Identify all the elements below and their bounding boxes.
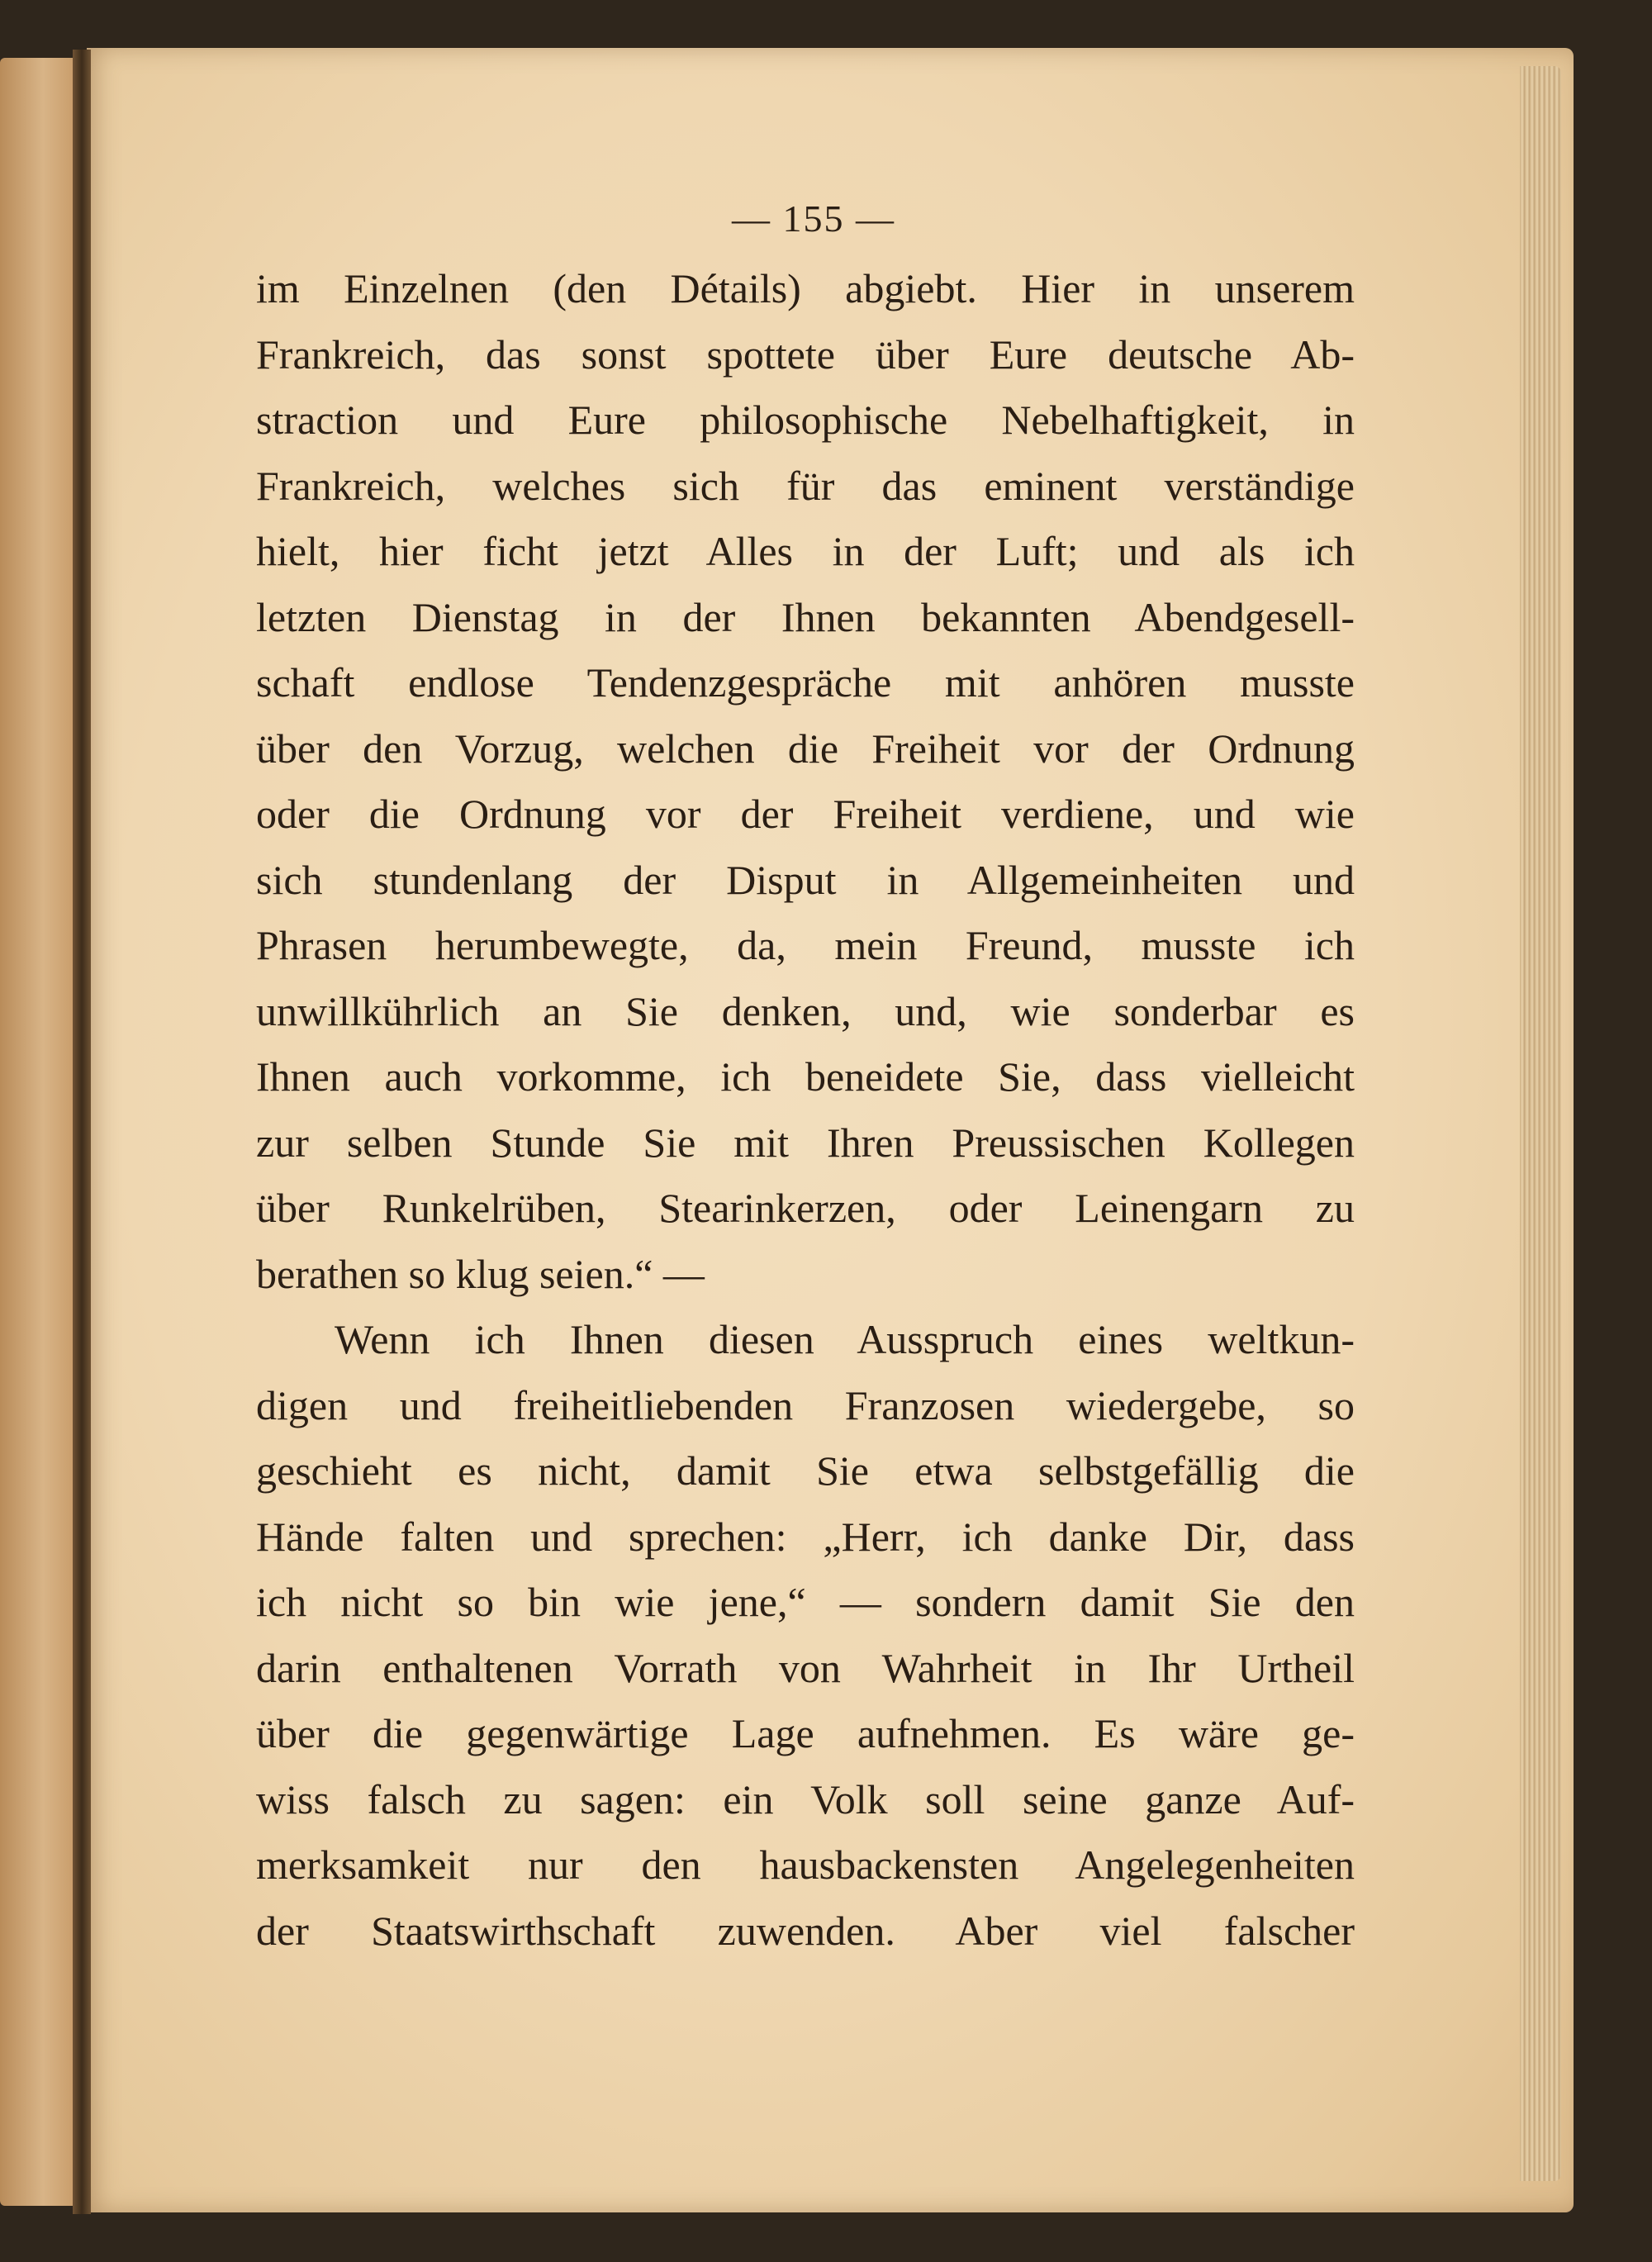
text-line: oder die Ordnung vor der Freiheit verdiene, und wie	[256, 791, 1355, 837]
text-line: schaft endlose Tendenzgespräche mit anhören musste	[256, 659, 1355, 706]
facing-page-edge	[0, 58, 78, 2206]
text-line: hielt, hier ficht jetzt Alles in der Luft; und als ich	[256, 528, 1355, 574]
text-line: wiss falsch zu sagen: ein Volk soll seine ganze Auf-	[256, 1775, 1355, 1822]
page-text-block	[256, 182, 1355, 1964]
text-line: über Runkelrüben, Stearinkerzen, oder Leinengarn zu	[256, 1185, 1355, 1231]
text-line: letzten Dienstag in der Ihnen bekannten Abendgesell-	[256, 593, 1355, 640]
paragraph-end-line: berathen so klug seien.“ —	[256, 1250, 705, 1297]
text-line: merksamkeit nur den hausbackensten Angelegenheiten	[256, 1841, 1355, 1888]
text-line: Ihnen auch vorkomme, ich beneidete Sie, dass vielleicht	[256, 1053, 1355, 1100]
page-number: — 155 —	[732, 197, 895, 240]
text-line: Hände falten und sprechen: „Herr, ich danke Dir, dass	[256, 1513, 1355, 1560]
text-line: sich stundenlang der Disput in Allgemeinheiten und	[256, 856, 1355, 903]
text-line: digen und freiheitliebenden Franzosen wiedergebe, so	[256, 1381, 1355, 1428]
paragraph-start-line: Wenn ich Ihnen diesen Ausspruch eines weltkun-	[335, 1316, 1355, 1362]
text-line: ich nicht so bin wie jene,“ — sondern damit Sie den	[256, 1579, 1355, 1625]
text-line: unwillkührlich an Sie denken, und, wie sonderbar es	[256, 987, 1355, 1034]
text-line: geschieht es nicht, damit Sie etwa selbstgefällig die	[256, 1447, 1355, 1494]
text-line: Phrasen herumbewegte, da, mein Freund, musste ich	[256, 922, 1355, 968]
text-line: der Staatswirthschaft zuwenden. Aber viel falscher	[256, 1907, 1355, 1954]
page-stack-edge	[1520, 66, 1561, 2181]
text-line: zur selben Stunde Sie mit Ihren Preussischen Kollegen	[256, 1119, 1355, 1166]
text-line: Frankreich, welches sich für das eminent verständige	[256, 462, 1355, 509]
text-line: Frankreich, das sonst spottete über Eure deutsche Ab-	[256, 330, 1355, 378]
text-line: über den Vorzug, welchen die Freiheit vor der Ordnung	[256, 725, 1355, 772]
text-line: über die gegenwärtige Lage aufnehmen. Es wäre ge-	[256, 1710, 1355, 1756]
text-line: darin enthaltenen Vorrath von Wahrheit in Ihr Urtheil	[256, 1644, 1355, 1691]
text-line: im Einzelnen (den Détails) abgiebt. Hier in unserem	[256, 265, 1355, 311]
text-line: straction und Eure philosophische Nebelhaftigkeit, in	[256, 397, 1355, 443]
book-gutter	[73, 50, 91, 2214]
